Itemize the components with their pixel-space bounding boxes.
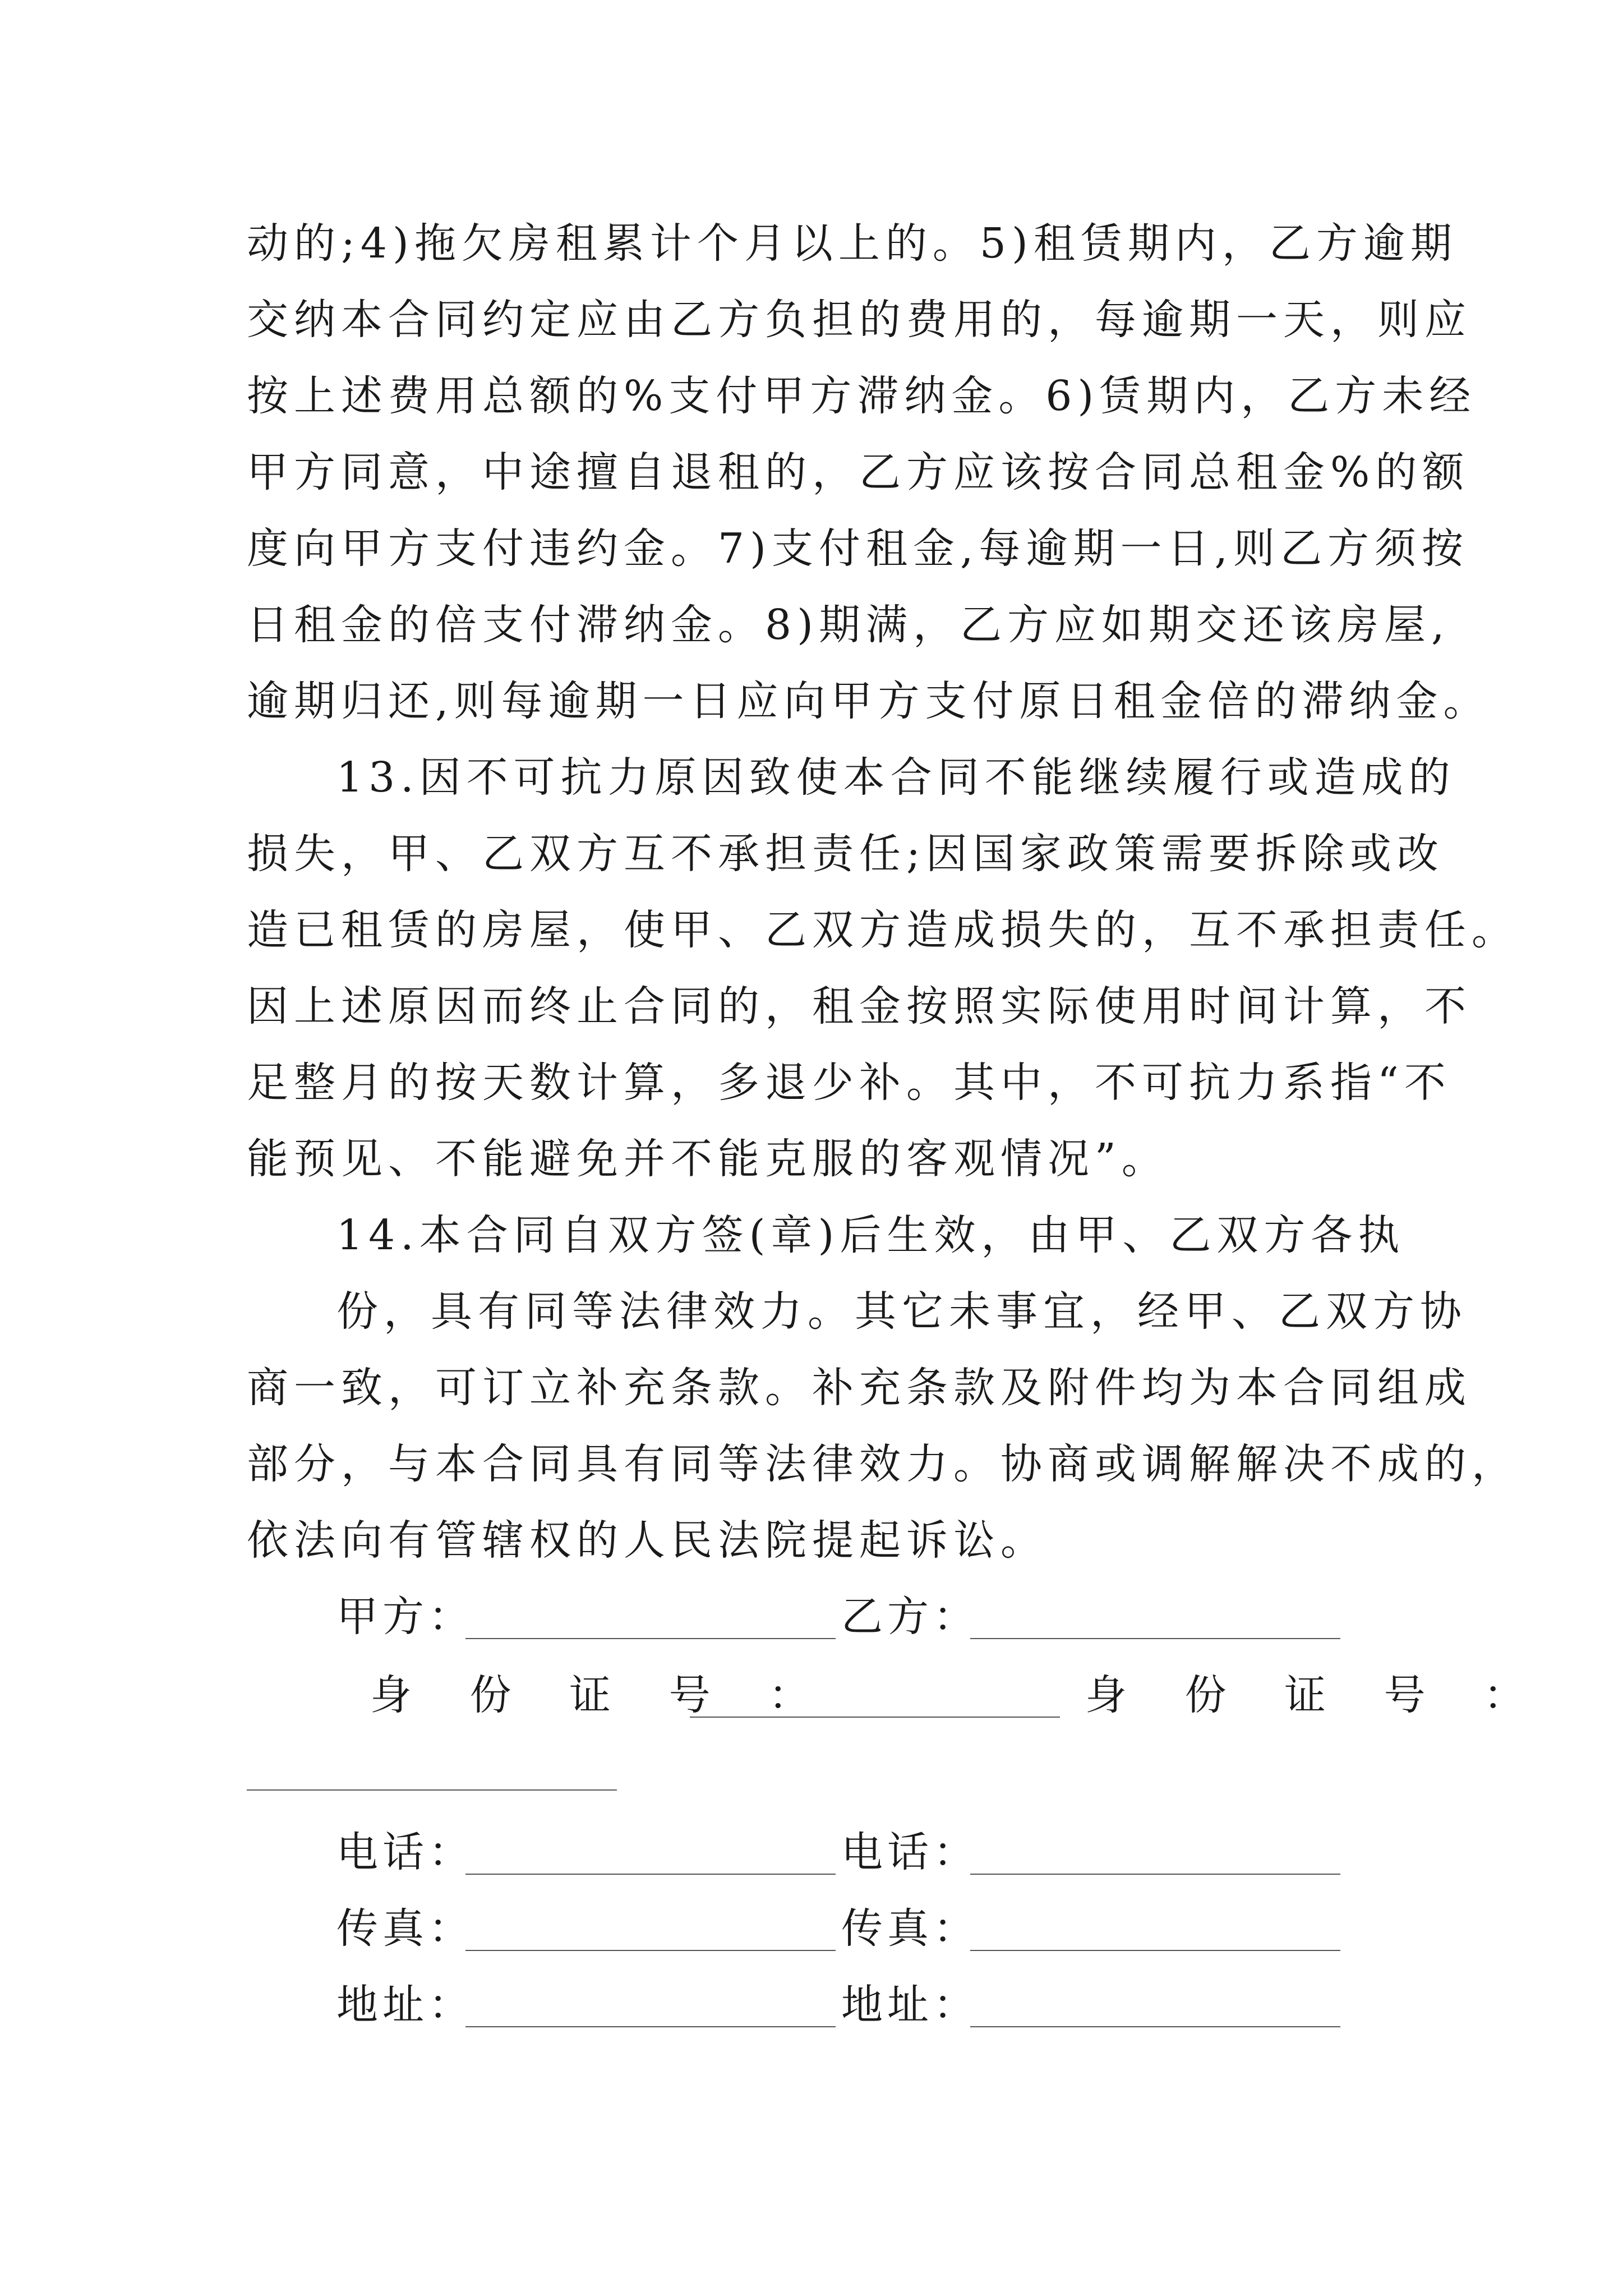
clause-13-line-3: 造已租赁的房屋，使甲、乙双方造成损失的，互不承担责任。 bbox=[247, 906, 1519, 954]
phone-label-b: 电话： bbox=[841, 1828, 979, 1876]
clause-12-line-1: 动的;4)拖欠房租累计个月以上的。5)租赁期内，乙方逾期 bbox=[247, 219, 1458, 268]
clause-12-line-2: 交纳本合同约定应由乙方负担的费用的，每逾期一天，则应 bbox=[247, 296, 1472, 344]
phone-label-a: 电话： bbox=[336, 1828, 474, 1876]
address-label-a: 地址： bbox=[336, 1981, 474, 2029]
party-b-label: 乙方： bbox=[841, 1593, 979, 1641]
clause-14-line-2: 份，具有同等法律效力。其它未事宜，经甲、乙双方协 bbox=[336, 1287, 1467, 1336]
phone-field-a[interactable] bbox=[465, 1874, 836, 1875]
clause-12-line-3: 按上述费用总额的%支付甲方滞纳金。6)赁期内，乙方未经 bbox=[247, 372, 1477, 420]
fax-label-b: 传真： bbox=[841, 1904, 979, 1953]
clause-14-line-3: 商一致，可订立补充条款。补充条款及附件均为本合同组成 bbox=[247, 1364, 1472, 1412]
clause-12-line-4: 甲方同意，中途擅自退租的，乙方应该按合同总租金%的额 bbox=[247, 448, 1470, 496]
id-label-a: 身 份 证 号 ： bbox=[370, 1671, 833, 1719]
clause-14-line-4: 部分，与本合同具有同等法律效力。协商或调解解决不成的， bbox=[247, 1440, 1519, 1488]
clause-13-line-5: 足整月的按天数计算，多退少补。其中，不可抗力系指“不 bbox=[247, 1059, 1451, 1107]
address-label-b: 地址： bbox=[841, 1981, 979, 2029]
clause-14-line-1: 14.本合同自双方签(章)后生效，由甲、乙双方各执 bbox=[336, 1211, 1405, 1259]
clause-13-line-4: 因上述原因而终止合同的，租金按照实际使用时间计算，不 bbox=[247, 982, 1472, 1030]
fax-field-a[interactable] bbox=[465, 1950, 836, 1951]
address-field-a[interactable] bbox=[465, 2026, 836, 2027]
party-b-field[interactable] bbox=[970, 1638, 1340, 1639]
phone-field-b[interactable] bbox=[970, 1874, 1340, 1875]
clause-13-line-6: 能预见、不能避免并不能克服的客观情况”。 bbox=[247, 1135, 1169, 1183]
clause-13-line-1: 13.因不可抗力原因致使本合同不能继续履行或造成的 bbox=[336, 753, 1456, 802]
clause-12-line-6: 日租金的倍支付滞纳金。8)期满，乙方应如期交还该房屋, bbox=[247, 601, 1450, 649]
clause-14-line-5: 依法向有管辖权的人民法院提起诉讼。 bbox=[247, 1516, 1048, 1565]
clause-12-line-7: 逾期归还,则每逾期一日应向甲方支付原日租金倍的滞纳金。 bbox=[247, 677, 1491, 725]
address-field-b[interactable] bbox=[970, 2026, 1340, 2027]
fax-field-b[interactable] bbox=[970, 1950, 1340, 1951]
clause-13-line-2: 损失，甲、乙双方互不承担责任;因国家政策需要拆除或改 bbox=[247, 830, 1444, 878]
party-a-field[interactable] bbox=[465, 1638, 836, 1639]
id-field-a[interactable] bbox=[690, 1717, 1060, 1718]
id-field-b[interactable] bbox=[247, 1789, 617, 1791]
party-a-label: 甲方： bbox=[336, 1593, 474, 1641]
id-label-b: 身 份 证 号 ： bbox=[1085, 1671, 1548, 1719]
fax-label-a: 传真： bbox=[336, 1904, 474, 1953]
clause-12-line-5: 度向甲方支付违约金。7)支付租金,每逾期一日,则乙方须按 bbox=[247, 524, 1469, 573]
